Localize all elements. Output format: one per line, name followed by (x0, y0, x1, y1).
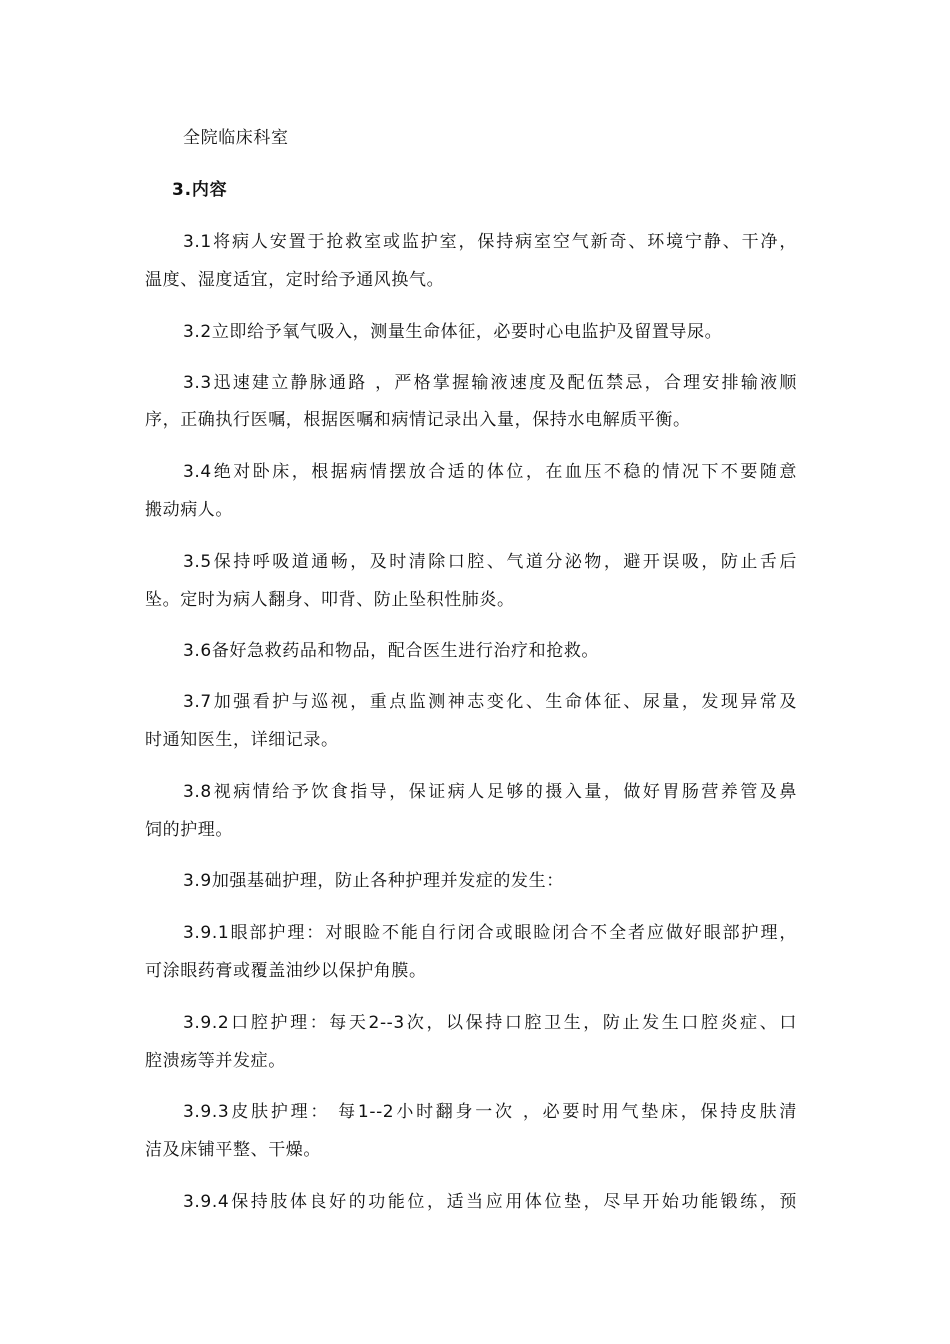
paragraph-3-6: 3.6备好急救药品和物品，配合医生进行治疗和抢救。 (183, 641, 600, 661)
paragraph-3-9-3-line-2: 洁及床铺平整、干燥。 (145, 1140, 321, 1160)
paragraph-3-8-line-1: 3.8视病情给予饮食指导，保证病人足够的摄入量，做好胃肠营养管及鼻 (183, 782, 797, 802)
paragraph-3-9-4-line-1: 3.9.4保持肢体良好的功能位，适当应用体位垫，尽早开始功能锻练，预 (183, 1192, 797, 1212)
paragraph-3-4-line-1: 3.4绝对卧床，根据病情摆放合适的体位，在血压不稳的情况下不要随意 (183, 462, 797, 482)
paragraph-3-5-line-2: 坠。定时为病人翻身、叩背、防止坠积性肺炎。 (145, 590, 515, 610)
section-heading: 3.内容 (172, 180, 228, 200)
paragraph-3-2: 3.2立即给予氧气吸入，测量生命体征，必要时心电监护及留置导尿。 (183, 322, 723, 342)
paragraph-3-7-line-2: 时通知医生，详细记录。 (145, 730, 339, 750)
paragraph-3-9-3-line-1: 3.9.3皮肤护理： 每1--2小时翻身一次 ，必要时用气垫床，保持皮肤清 (183, 1102, 797, 1122)
paragraph-3-4-line-2: 搬动病人。 (145, 500, 233, 520)
scope-text: 全院临床科室 (183, 128, 289, 148)
paragraph-3-1-line-2: 温度、湿度适宜，定时给予通风换气。 (145, 270, 445, 290)
paragraph-3-9-1-line-2: 可涂眼药膏或覆盖油纱以保护角膜。 (145, 961, 427, 981)
paragraph-3-3-line-2: 序，正确执行医嘱，根据医嘱和病情记录出入量，保持水电解质平衡。 (145, 410, 691, 430)
paragraph-3-9-2-line-2: 腔溃疡等并发症。 (145, 1051, 286, 1071)
paragraph-3-1-line-1: 3.1将病人安置于抢救室或监护室，保持病室空气新奇、环境宁静、干净， (183, 232, 797, 252)
paragraph-3-9: 3.9加强基础护理，防止各种护理并发症的发生： (183, 871, 564, 891)
paragraph-3-5-line-1: 3.5保持呼吸道通畅，及时清除口腔、气道分泌物，避开误吸，防止舌后 (183, 552, 797, 572)
paragraph-3-9-1-line-1: 3.9.1眼部护理：对眼睑不能自行闭合或眼睑闭合不全者应做好眼部护理， (183, 923, 797, 943)
paragraph-3-7-line-1: 3.7加强看护与巡视，重点监测神志变化、生命体征、尿量，发现异常及 (183, 692, 797, 712)
paragraph-3-9-2-line-1: 3.9.2口腔护理：每天2--3次，以保持口腔卫生，防止发生口腔炎症、口 (183, 1013, 797, 1033)
paragraph-3-8-line-2: 饲的护理。 (145, 820, 233, 840)
paragraph-3-3-line-1: 3.3迅速建立静脉通路 ，严格掌握输液速度及配伍禁忌，合理安排输液顺 (183, 373, 797, 393)
